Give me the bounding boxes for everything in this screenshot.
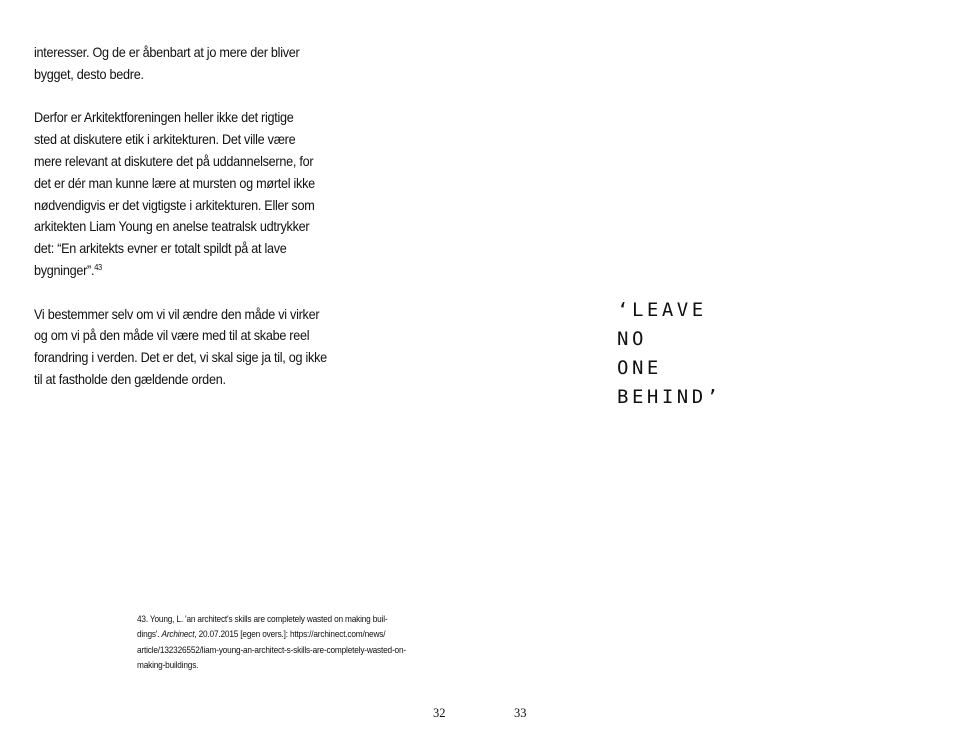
page-number-right: 33 (514, 706, 527, 720)
paragraph: interesser. Og de er åbenbart at jo mere der bliver bygget, desto bedre. (34, 45, 300, 82)
footnote-text: dings'. (137, 629, 162, 640)
footnote-text: , 20.07.2015 [egen overs.]: https://archinect.com/news/ (194, 629, 386, 640)
footnote (137, 612, 434, 674)
footnote-line: article/132326552/liam-young-an-architect-s-skills-are-completely-wasted-on- (137, 644, 406, 655)
page-number-left: 32 (433, 706, 446, 720)
footnote-line: making-buildings. (137, 660, 199, 671)
quote-line: ‘LEAVE (617, 299, 707, 321)
footnote-line: 43. Young, L. 'an architect's skills are completely wasted on making buil- (137, 614, 388, 624)
paragraph (34, 107, 332, 281)
paragraph: Vi bestemmer selv om vi vil ændre den måde vi virker og om vi på den måde vil være med til at skabe reel forandring i verden. Det er det, vi skal sige ja til, og ikke til at fastholde den gældende orden. (34, 306, 327, 387)
quote-line: ONE (617, 357, 662, 379)
quote-line: NO (617, 328, 647, 350)
pull-quote (617, 296, 722, 412)
quote-line: BEHIND’ (617, 386, 722, 408)
body-text (34, 42, 332, 413)
right-page (480, 0, 960, 754)
footnote-source: Archinect (161, 629, 195, 640)
footnote-reference: 43 (94, 262, 102, 272)
paragraph-text: Derfor er Arkitektforeningen heller ikke det rigtige sted at diskutere etik i arkitekturen. Det ville være mere relevant at diskutere det på uddannelserne, for det er dér man kunne lære at mursten og mørtel ikke nødvendigvis er det vigtigste i arkitekturen. Eller som arkitekten Liam Young en anelse teatralsk udtrykker det: “En arkitekts evner er totalt spildt på at lave bygninger”. (34, 110, 315, 278)
footnote-line (137, 627, 434, 642)
